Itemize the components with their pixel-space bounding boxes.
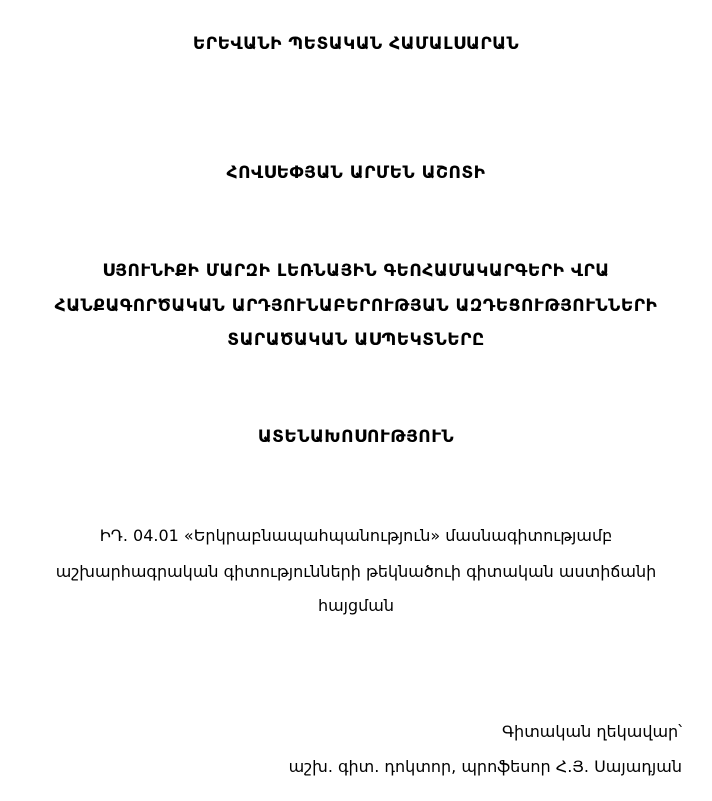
degree-line: աշխարհագրական գիտությունների թեկնածուի գիտական աստիճանի bbox=[55, 562, 657, 581]
title-line: ՀԱՆՔԱԳՈՐԾԱԿԱՆ ԱՐԴՅՈՒՆԱԲԵՐՈՒԹՅԱՆ ԱԶԴԵՑՈՒԹՅՈՒՆՆԵՐԻ bbox=[54, 296, 658, 316]
degree-line: հայցման bbox=[317, 596, 395, 615]
supervisor-label: Գիտական ղեկավար՝ bbox=[502, 722, 682, 741]
university-name: ԵՐԵՎԱՆԻ ՊԵՏԱԿԱՆ ՀԱՄԱԼՍԱՐԱՆ bbox=[192, 34, 520, 54]
title-line: ՏԱՐԱԾԱԿԱՆ ԱՍՊԵԿՏՆԵՐԸ bbox=[227, 330, 485, 350]
title-line: ՍՅՈՒՆԻՔԻ ՄԱՐԶԻ ԼԵՌՆԱՅԻՆ ԳԵՈՀԱՄԱԿԱՐԳԵՐԻ ՎՐԱ bbox=[102, 261, 610, 281]
supervisor-name: աշխ. գիտ. դոկտոր, պրոֆեսոր Հ.Յ. Սայադյան bbox=[288, 757, 682, 776]
author-name: ՀՈՎՍԵՓՅԱՆ ԱՐՄԵՆ ԱՇՈՏԻ bbox=[226, 163, 486, 183]
degree-line: ԻԴ. 04.01 «Երկրաբնապահպանություն» մասնագիտությամբ bbox=[99, 526, 613, 545]
document-type: ԱՏԵՆԱԽՈՍՈՒԹՅՈՒՆ bbox=[257, 427, 455, 447]
